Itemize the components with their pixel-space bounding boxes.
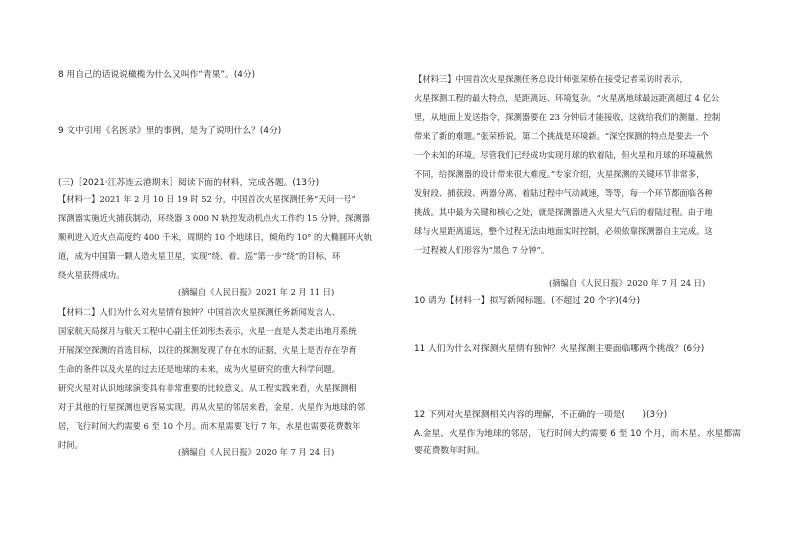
material-2-line: 国家航天局探月与航天工程中心副主任刘彤杰表示，火星一直是人类走出地月系统 <box>58 326 357 336</box>
material-2-line: 对于其他的行星探测也更容易实现。再从火星的邻居来看，金星、火星作为地球的邻 <box>58 402 365 412</box>
question-8: 8 用自己的话说说橄榄为什么又叫作“青果”。(4分) <box>58 70 256 80</box>
material-1-line: 绕火星获得成功。 <box>58 270 125 280</box>
material-1-line: 顺利进入近火点高度约 400 千米，周期约 10 个地球日，倾角约 10° 的大椭圆环火轨 <box>58 232 373 242</box>
material-3-line: 里，从地面上发送指令，探测器要在 23 分钟后才能接收，这就给我们的测量、控制 <box>414 112 721 122</box>
material-2-source: (摘编自《人民日报》2020 年 7 月 24 日) <box>178 447 335 457</box>
material-3-line: 火星探测工程的最大特点，是距离远、环境复杂。“火星离地球最远距离超过 4 亿公 <box>414 93 720 103</box>
material-2-line: 时间。 <box>58 440 83 450</box>
material-1-source: (摘编自《人民日报》2021 年 2 月 11 日) <box>178 287 335 297</box>
material-3-line: 球与火星距离遥远，整个过程无法由地面实时控制，必须依靠探测器自主完成。这 <box>414 226 713 236</box>
material-2-line: 居，飞行时间大约需要 6 至 10 个月。而木星需要飞行 7 年，水星也需要花费数年 <box>58 421 361 431</box>
material-3-source: (摘编自《人民日报》2020 年 7 月 24 日) <box>549 278 706 288</box>
material-2-line: 【材料二】人们为什么对火星情有独钟？中国首次火星探测任务新闻发言人、 <box>58 307 341 317</box>
material-2-line: 研究火星对认识地球演变具有非常重要的比较意义。从工程实践来看，火星探测相 <box>58 383 357 393</box>
material-3-line: 挑战。其中最为关键和核心之处，就是探测器进入火星大气后的着陆过程。由于地 <box>414 207 713 217</box>
material-3-line: 一个未知的环境。尽管我们已经成功实现月球的软着陆，但火星和月球的环境截然 <box>414 150 713 160</box>
material-3-line: 一过程被人们形容为“黑色 7 分钟”。 <box>414 245 550 255</box>
material-2-line: 开展深空探测的首选目标，以往的探测发现了存在水的证据，火星上是否存在孕育 <box>58 345 357 355</box>
section-3-heading: (三)［2021·江苏连云港期末］阅读下面的材料，完成各题。(13分) <box>58 178 320 188</box>
question-12-option-a: A.金星、火星作为地球的邻居，飞行时间大约需要 6 至 10 个月，而木星、水星都需 <box>414 429 741 439</box>
material-3-line: 发射段、捕获段、两器分离、着陆过程中气动减速，等等，每一个环节都面临各种 <box>414 188 713 198</box>
material-3-line: 带来了新的难题。”张荣桥说，第二个挑战是环境新。“深空探测的特点是要去一个 <box>414 131 709 141</box>
material-1-line: 【材料一】2021 年 2 月 10 日 19 时 52 分，中国首次火星探测任务“天问一号” <box>58 194 356 204</box>
question-12-option-a-cont: 要花费数年时间。 <box>414 446 485 456</box>
material-1-line: 探测器实施近火捕获制动，环绕器 3 000 N 轨控发动机点火工作约 15 分钟，探测器 <box>58 213 370 223</box>
question-12: 12 下列对火星探测相关内容的理解，不正确的一项是( )(3分) <box>414 410 668 420</box>
question-9: 9 文中引用《名医录》里的事例，是为了说明什么？(4分) <box>58 126 282 136</box>
material-3-line: 不同，给探测器的设计带来很大难度。”专家介绍，火星探测的关键环节非常多， <box>414 169 705 179</box>
question-11: 11 人们为什么对探测火星情有独钟？火星探测主要面临哪两个挑战？(6分) <box>414 344 705 354</box>
material-3-line: 【材料三】中国首次火星探测任务总设计师张荣桥在接受记者采访时表示， <box>414 74 688 84</box>
material-2-line: 生命的条件以及火星的过去还是地球的未来，成为火星研究的重大科学问题。 <box>58 364 341 374</box>
material-1-line: 道，成为中国第一颗人造火星卫星，实现“绕、着、巡”第一步“绕”的目标，环 <box>58 251 341 261</box>
question-10: 10 请为【材料一】拟写新闻标题。(不超过 20 个字)(4分) <box>414 296 641 306</box>
